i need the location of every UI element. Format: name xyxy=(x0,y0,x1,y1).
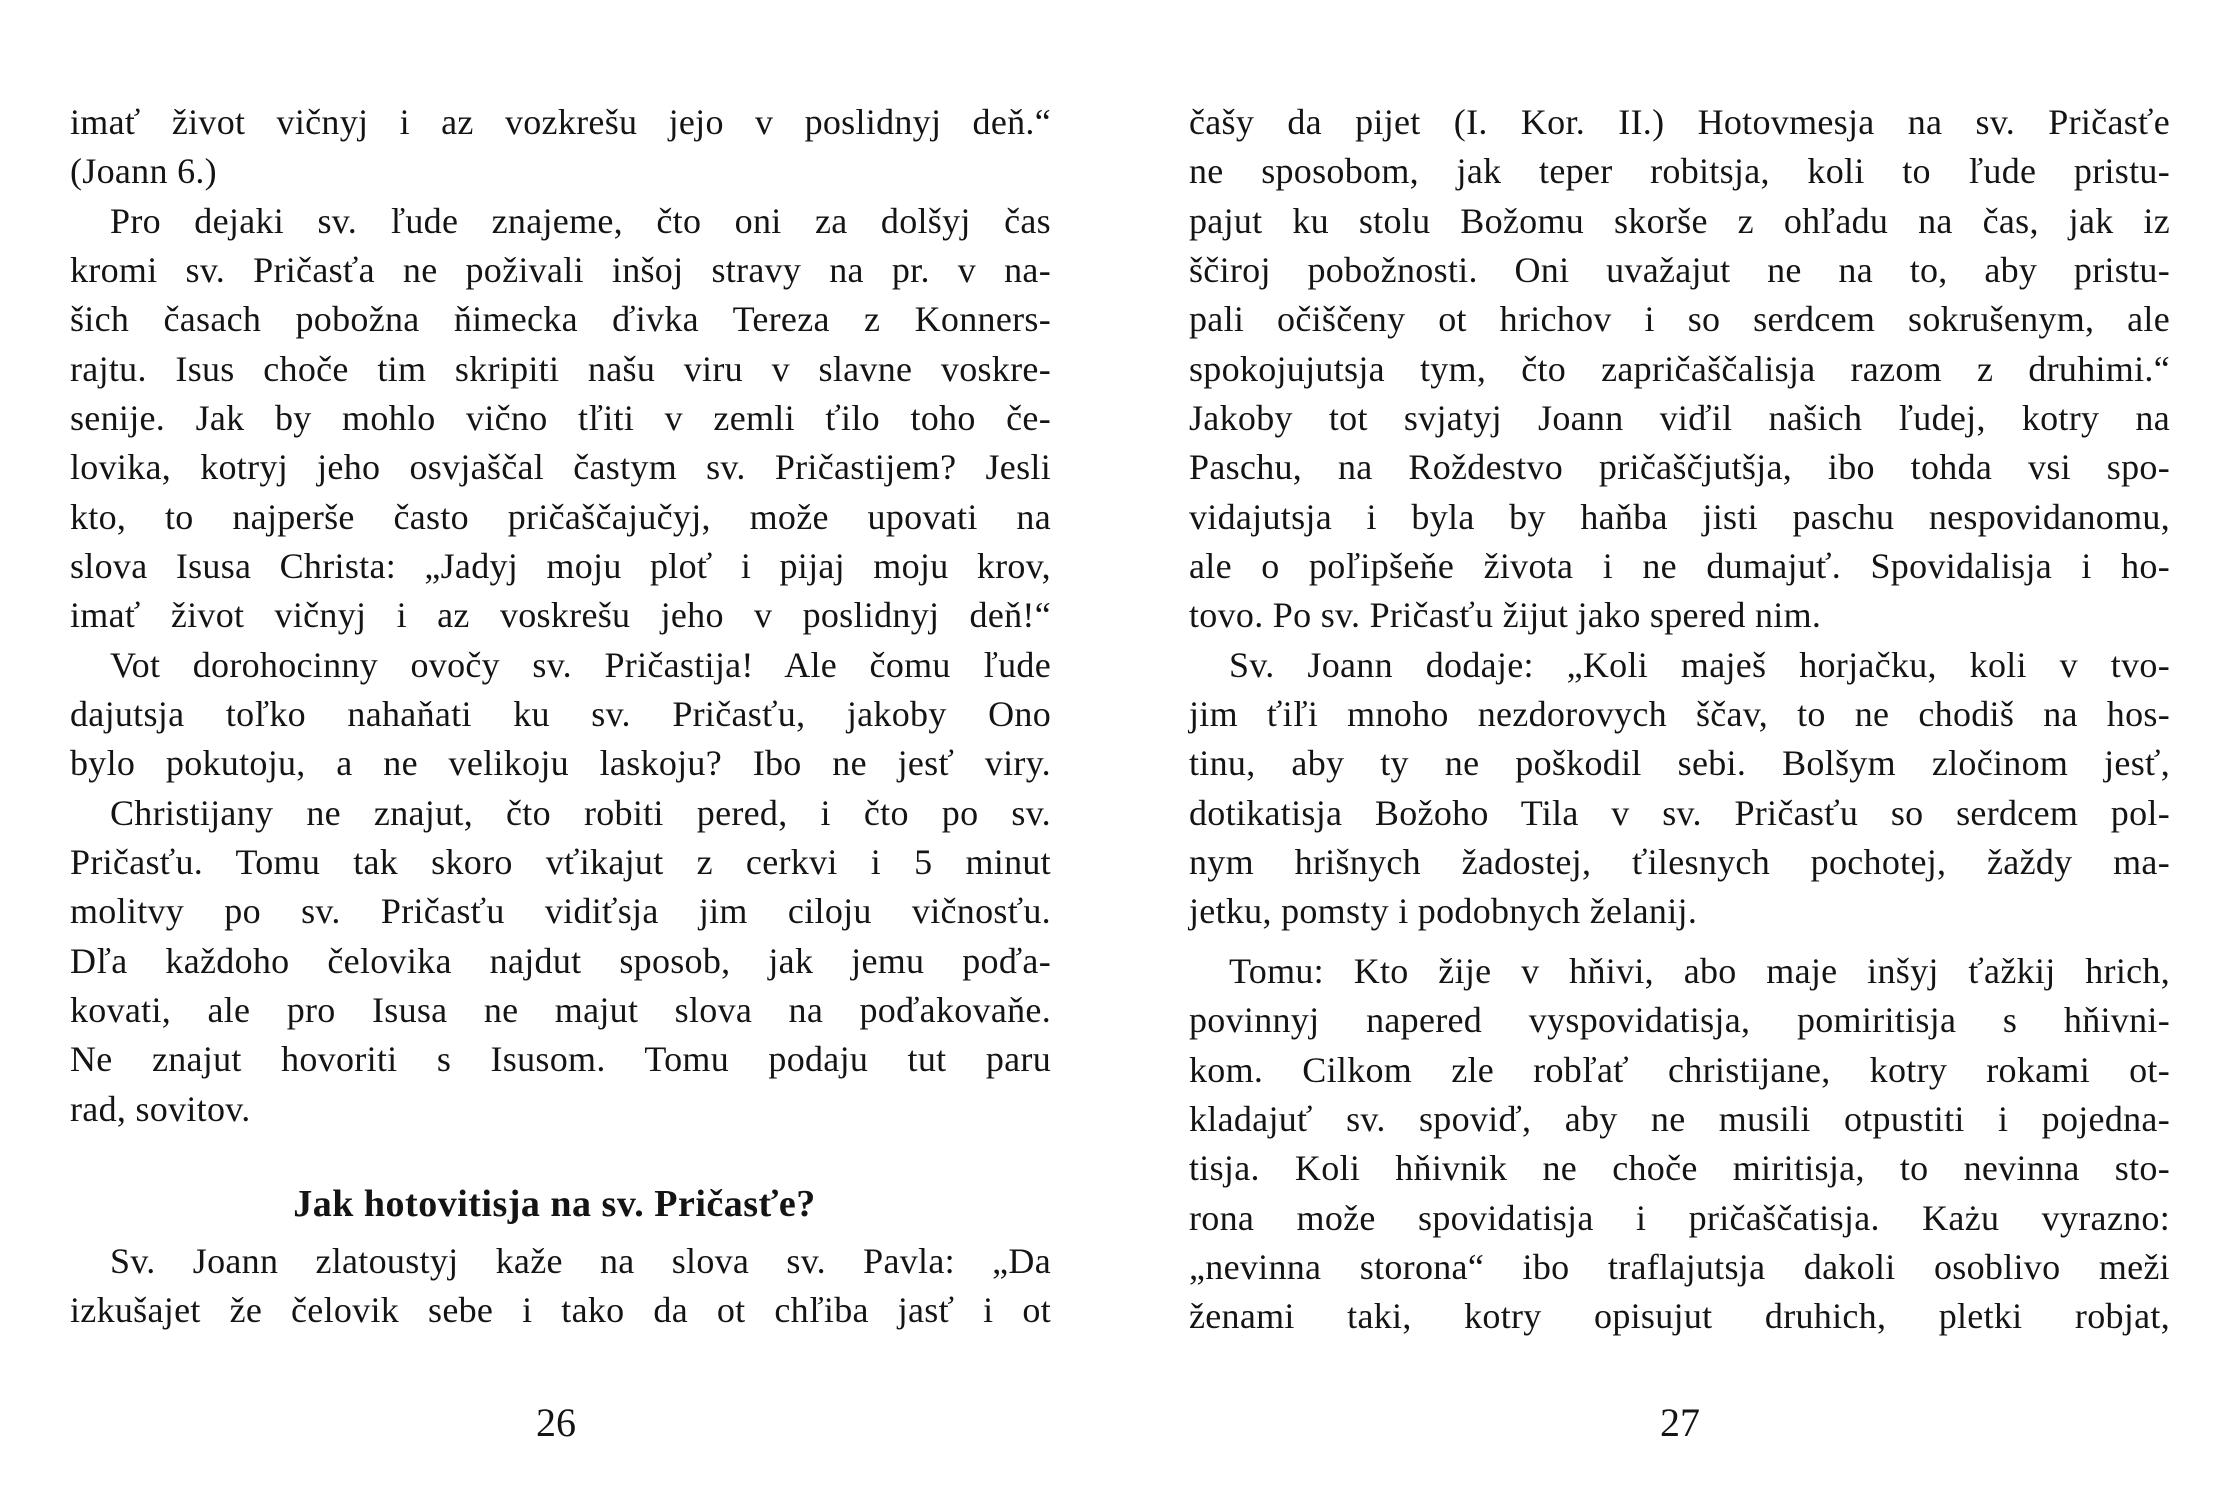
text-line: čašy da pijet (I. Kor. II.) Hotovmesja na sv. Pričasťe xyxy=(1189,102,2170,142)
text-line: Jakoby tot svjatyj Joann viďil našich ľudej, kotry na xyxy=(1189,398,2170,438)
text-line: Vot dorohocinny ovočy sv. Pričastija! Ale čomu ľude xyxy=(110,645,1051,685)
text-line: povinnyj napered vyspovidatisja, pomiritisja s hňivni- xyxy=(1189,1000,2170,1040)
page-number: 26 xyxy=(536,1400,576,1445)
text-line: dotikatisja Božoho Tila v sv. Pričasťu so serdcem pol- xyxy=(1189,793,2170,833)
text-line: vidajutsja i byla by haňba jisti paschu nespovidanomu, xyxy=(1189,497,2170,537)
text-line: Ne znajut hovoriti s Isusom. Tomu podaju tut paru xyxy=(70,1039,1051,1079)
text-line: spokojujutsja tym, čto zapričaščalisja razom z druhimi.“ xyxy=(1189,349,2170,389)
text-line: ne sposobom, jak teper robitsja, koli to ľude pristu- xyxy=(1189,151,2170,191)
text-line: (Joann 6.) xyxy=(70,151,217,191)
right-page xyxy=(1109,0,2218,1500)
text-line: slova Isusa Christa: „Jadyj moju ploť i pijaj moju krov, xyxy=(70,546,1051,586)
text-line: šich časach pobožna ňimecka ďivka Tereza z Konners- xyxy=(70,299,1051,339)
text-line: tovo. Po sv. Pričasťu žijut jako spered nim. xyxy=(1189,595,1822,635)
section-heading: Jak hotovitisja na sv. Pričasťe? xyxy=(293,1183,816,1225)
text-line: jetku, pomsty i podobnych želanij. xyxy=(1189,891,1698,931)
text-line: pajut ku stolu Božomu skorše z ohľadu na čas, jak iz xyxy=(1189,201,2170,241)
text-line: imať život vičnyj i az vozkrešu jejo v poslidnyj deň.“ xyxy=(70,102,1051,142)
text-line: Pričasťu. Tomu tak skoro vťikajut z cerkvi i 5 minut xyxy=(70,842,1051,882)
text-line: Christijany ne znajut, čto robiti pered, i čto po sv. xyxy=(110,793,1051,833)
text-line: tinu, aby ty ne poškodil sebi. Bolšym zločinom jesť, xyxy=(1189,743,2170,783)
text-line: Sv. Joann dodaje: „Koli maješ horjačku, koli v tvo- xyxy=(1229,645,2170,685)
text-line: pali očiščeny ot hrichov i so serdcem sokrušenym, ale xyxy=(1189,299,2170,339)
text-line: lovika, kotryj jeho osvjaščal častym sv. Pričastijem? Jesli xyxy=(70,447,1051,487)
text-line: kladajuť sv. spoviď, aby ne musili otpustiti i pojedna- xyxy=(1189,1099,2170,1139)
text-line: Sv. Joann zlatoustyj kaže na slova sv. Pavla: „Da xyxy=(110,1241,1051,1281)
text-line: kom. Cilkom zle robľať christijane, kotry rokami ot- xyxy=(1189,1050,2170,1090)
text-line: Paschu, na Roždestvo pričaščjutšja, ibo tohda vsi spo- xyxy=(1189,447,2170,487)
page-number: 27 xyxy=(1660,1400,1700,1445)
text-line: kto, to najperše často pričaščajučyj, može upovati na xyxy=(70,497,1051,537)
text-line: kovati, ale pro Isusa ne majut slova na poďakovaňe. xyxy=(70,990,1051,1030)
text-line: dajutsja toľko nahaňati ku sv. Pričasťu, jakoby Ono xyxy=(70,694,1051,734)
text-line: Pro dejaki sv. ľude znajeme, čto oni za dolšyj čas xyxy=(110,201,1051,241)
text-line: kromi sv. Pričasťa ne poživali inšoj stravy na pr. v na- xyxy=(70,250,1051,290)
text-line: senije. Jak by mohlo vično tľiti v zemli ťilo toho če- xyxy=(70,398,1051,438)
text-line: imať život vičnyj i az voskrešu jeho v poslidnyj deň!“ xyxy=(70,595,1051,635)
text-line: rajtu. Isus choče tim skripiti našu viru v slavne voskre- xyxy=(70,349,1051,389)
text-line: ščiroj pobožnosti. Oni uvažajut ne na to, aby pristu- xyxy=(1189,250,2170,290)
text-line: bylo pokutoju, a ne velikoju laskoju? Ibo ne jesť viry. xyxy=(70,743,1051,783)
text-line: ale o poľipšeňe života i ne dumajuť. Spovidalisja i ho- xyxy=(1189,546,2170,586)
text-line: ženami taki, kotry opisujut druhich, pletki robjat, xyxy=(1189,1296,2170,1336)
text-line: molitvy po sv. Pričasťu vidiťsja jim ciloju vičnosťu. xyxy=(70,891,1051,931)
text-line: jim ťiľi mnoho nezdorovych ščav, to ne chodiš na hos- xyxy=(1189,694,2170,734)
text-line: tisja. Koli hňivnik ne choče miritisja, to nevinna sto- xyxy=(1189,1148,2170,1188)
text-line: rad, sovitov. xyxy=(70,1089,251,1129)
text-line: nym hrišnych žadostej, ťilesnych pochotej, žaždy ma- xyxy=(1189,842,2170,882)
text-line: Tomu: Kto žije v hňivi, abo maje inšyj ťažkij hrich, xyxy=(1229,951,2170,991)
text-line: Dľa každoho čelovika najdut sposob, jak jemu poďa- xyxy=(70,941,1051,981)
text-line: izkušajet že čelovik sebe i tako da ot chľiba jasť i ot xyxy=(70,1290,1051,1330)
text-line: „nevinna storona“ ibo traflajutsja dakoli osoblivo meži xyxy=(1189,1247,2170,1287)
text-line: rona može spovidatisja i pričaščatisja. Każu vyrazno: xyxy=(1189,1198,2170,1238)
